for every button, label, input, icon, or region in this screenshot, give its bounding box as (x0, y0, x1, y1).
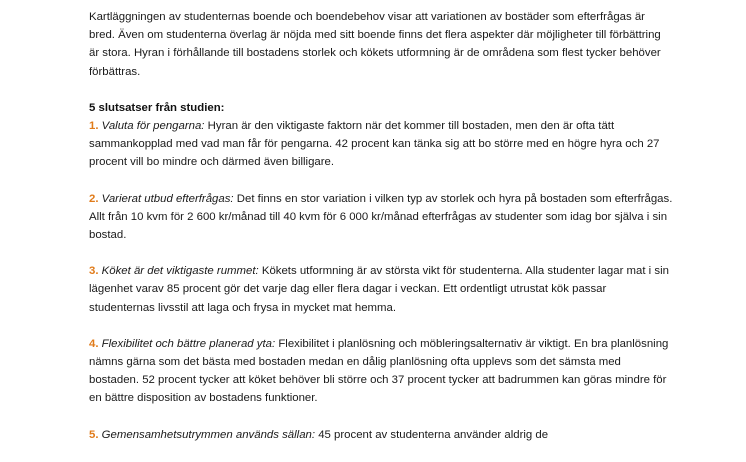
intro-paragraph: Kartläggningen av studenternas boende och boendebehov visar att variationen av bostäder som efterfrågas är bred. Även om studenterna överlag är nöjda med sitt boende finns det flera aspekter där möjligheter till förbättring är stora. Hyran i förhållande till bostadens storlek och kökets utformning är de områdena som flest tycker behöver förbättras. (89, 11, 661, 78)
conclusion-item-2 (89, 190, 674, 245)
conclusions-heading: 5 slutsatser från studien: (89, 101, 225, 114)
conclusion-title: Varierat utbud efterfrågas: (101, 192, 234, 205)
conclusion-number: 3. (89, 265, 99, 278)
conclusion-title: Gemensamhetsutrymmen används sällan: (101, 428, 316, 441)
conclusion-number: 2. (89, 192, 99, 205)
conclusion-text: Hyran är den viktigaste faktorn när det kommer till bostaden, men den är ofta tätt sammankopplad med vad man får för pengarna. 42 procent kan tänka sig att bo större med en högre hyra och 27 procent vill bo mindre och därmed även billigare. (89, 120, 660, 169)
conclusion-item-4 (89, 335, 674, 408)
conclusion-number: 4. (89, 337, 99, 350)
conclusion-title: Köket är det viktigaste rummet: (101, 265, 259, 278)
conclusion-text: Det finns en stor variation i vilken typ av storlek och hyra på bostaden som efterfrågas. Allt från 10 kvm för 2 600 kr/månad till 40 kvm för 6 000 kr/månad efterfrågas av studenter som idag bor själva i sin bostad. (89, 192, 673, 242)
conclusion-item-3 (89, 262, 674, 317)
conclusion-number: 1. (89, 120, 99, 133)
document-body (89, 8, 674, 462)
conclusion-text: 45 procent av studenterna använder aldrig de (318, 428, 549, 441)
conclusion-title: Valuta för pengarna: (101, 120, 205, 133)
conclusion-text: Flexibilitet i planlösning och möbleringsalternativ är viktigt. En bra planlösning nämns gärna som det bästa med bostaden medan en dålig planlösning ofta upplevs som det sämsta med bostaden. 52 procent tycker att köket behöver bli större och 37 procent tycker att badrummen kan göras mindre för en bättre disposition av bostadens funktioner. (89, 337, 669, 405)
conclusion-text: Kökets utformning är av största vikt för studenterna. Alla studenter lagar mat i sin lägenhet varav 85 procent gör det varje dag eller flera dagar i veckan. Ett ordentligt utrustat kök passar studenternas livsstil att laga och frysa in mycket mat hemma. (89, 265, 669, 314)
conclusion-item-1 (89, 117, 674, 172)
conclusion-title: Flexibilitet och bättre planerad yta: (101, 337, 276, 350)
conclusion-number: 5. (89, 428, 99, 441)
conclusion-item-5 (89, 426, 674, 444)
